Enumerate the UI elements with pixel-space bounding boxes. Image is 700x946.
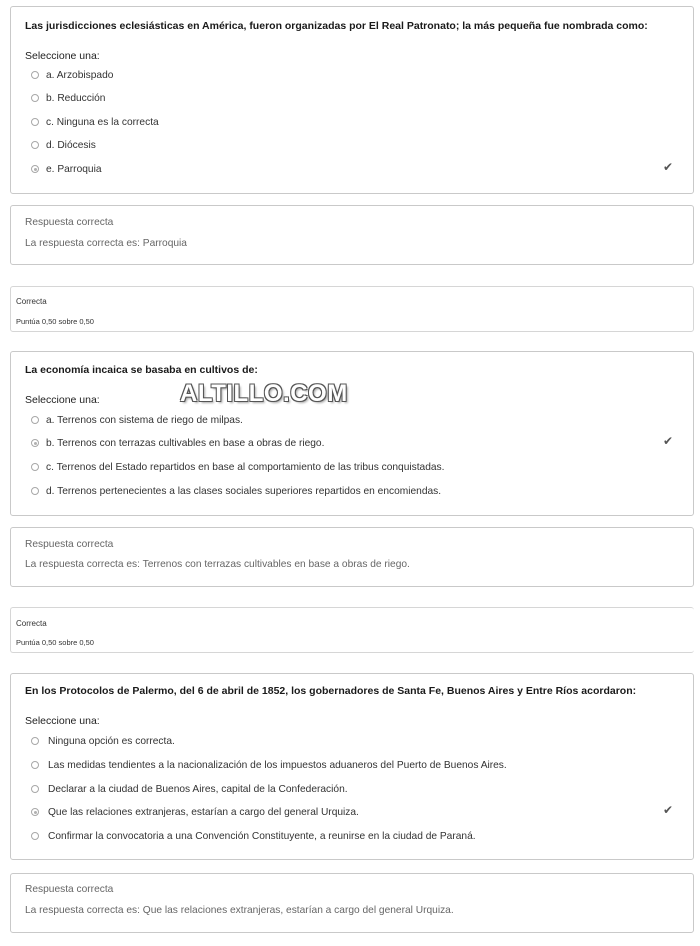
feedback-text: La respuesta correcta es: Que las relaciones extranjeras, estarían a cargo del general Urquiza. [25, 905, 454, 916]
radio-button-selected[interactable] [31, 808, 39, 816]
option-2[interactable] [31, 758, 507, 772]
option-a[interactable] [31, 68, 113, 82]
option-e[interactable] [31, 162, 102, 176]
radio-button[interactable] [31, 94, 39, 102]
question-1-prompt: Seleccione una: [25, 50, 100, 62]
question-3-info [10, 607, 694, 653]
option-d[interactable] [31, 484, 441, 498]
radio-button[interactable] [31, 416, 39, 424]
option-3[interactable] [31, 782, 348, 796]
feedback-title: Respuesta correcta [25, 884, 114, 895]
radio-button-selected[interactable] [31, 439, 39, 447]
radio-button[interactable] [31, 832, 39, 840]
feedback-title: Respuesta correcta [25, 539, 114, 550]
option-label: Que las relaciones extranjeras, estarían a cargo del general Urquiza. [48, 806, 359, 818]
option-label: Confirmar la convocatoria a una Convención Constituyente, a reunirse en la ciudad de Paraná. [48, 830, 476, 842]
option-label: d. Terrenos pertenecientes a las clases sociales superiores repartidos en encomiendas. [46, 485, 442, 497]
status-text: Correcta [16, 619, 47, 628]
option-label: c. Terrenos del Estado repartidos en base al comportamiento de las tribus conquistadas. [46, 461, 445, 473]
option-label: b. Terrenos con terrazas cultivables en base a obras de riego. [46, 437, 325, 449]
option-label: e. Parroquia [46, 163, 102, 175]
feedback-1 [10, 205, 694, 265]
feedback-text: La respuesta correcta es: Terrenos con terrazas cultivables en base a obras de riego. [25, 559, 410, 570]
question-3-prompt: Seleccione una: [25, 715, 100, 727]
question-2-text: La economía incaica se basaba en cultivos de: [25, 364, 258, 376]
grade-text: Puntúa 0,50 sobre 0,50 [16, 638, 94, 647]
option-b[interactable] [31, 436, 324, 450]
option-label: Declarar a la ciudad de Buenos Aires, capital de la Confederación. [48, 783, 348, 795]
question-2-info [10, 286, 694, 332]
option-label: d. Diócesis [46, 139, 96, 151]
option-c[interactable] [31, 460, 444, 474]
status-text: Correcta [16, 297, 47, 306]
checkmark-icon: ✔ [662, 434, 673, 448]
radio-button[interactable] [31, 785, 39, 793]
option-5[interactable] [31, 829, 476, 843]
question-1-card [10, 6, 694, 194]
option-label: b. Reducción [46, 92, 106, 104]
feedback-title: Respuesta correcta [25, 217, 114, 228]
radio-button[interactable] [31, 761, 39, 769]
question-3-card [10, 673, 694, 860]
question-3-text: En los Protocolos de Palermo, del 6 de abril de 1852, los gobernadores de Santa Fe, Buenos Aires y Entre Ríos acordaron: [25, 685, 637, 697]
radio-button[interactable] [31, 487, 39, 495]
watermark-logo: ALTILLO.COM [180, 380, 348, 407]
question-1-text: Las jurisdicciones eclesiásticas en América, fueron organizadas por El Real Patronato; la más pequeña fue nombrada como: [25, 20, 648, 32]
option-b[interactable] [31, 91, 105, 105]
option-label: Ninguna opción es correcta. [48, 735, 175, 747]
checkmark-icon: ✔ [662, 803, 673, 817]
radio-button-selected[interactable] [31, 165, 39, 173]
option-label: a. Arzobispado [46, 69, 114, 81]
option-4[interactable] [31, 805, 359, 819]
option-a[interactable] [31, 413, 243, 427]
checkmark-icon: ✔ [662, 160, 673, 174]
option-label: a. Terrenos con sistema de riego de milpas. [46, 414, 243, 426]
feedback-2 [10, 527, 694, 587]
option-d[interactable] [31, 138, 96, 152]
feedback-3 [10, 873, 694, 933]
feedback-text: La respuesta correcta es: Parroquia [25, 238, 187, 249]
option-1[interactable] [31, 734, 175, 748]
question-2-prompt: Seleccione una: [25, 394, 100, 406]
option-c[interactable] [31, 115, 159, 129]
radio-button[interactable] [31, 737, 39, 745]
option-label: Las medidas tendientes a la nacionalización de los impuestos aduaneros del Puerto de Buenos Aires. [48, 759, 507, 771]
option-label: c. Ninguna es la correcta [46, 116, 159, 128]
radio-button[interactable] [31, 141, 39, 149]
radio-button[interactable] [31, 463, 39, 471]
radio-button[interactable] [31, 118, 39, 126]
question-2-card [10, 351, 694, 516]
grade-text: Puntúa 0,50 sobre 0,50 [16, 317, 94, 326]
radio-button[interactable] [31, 71, 39, 79]
